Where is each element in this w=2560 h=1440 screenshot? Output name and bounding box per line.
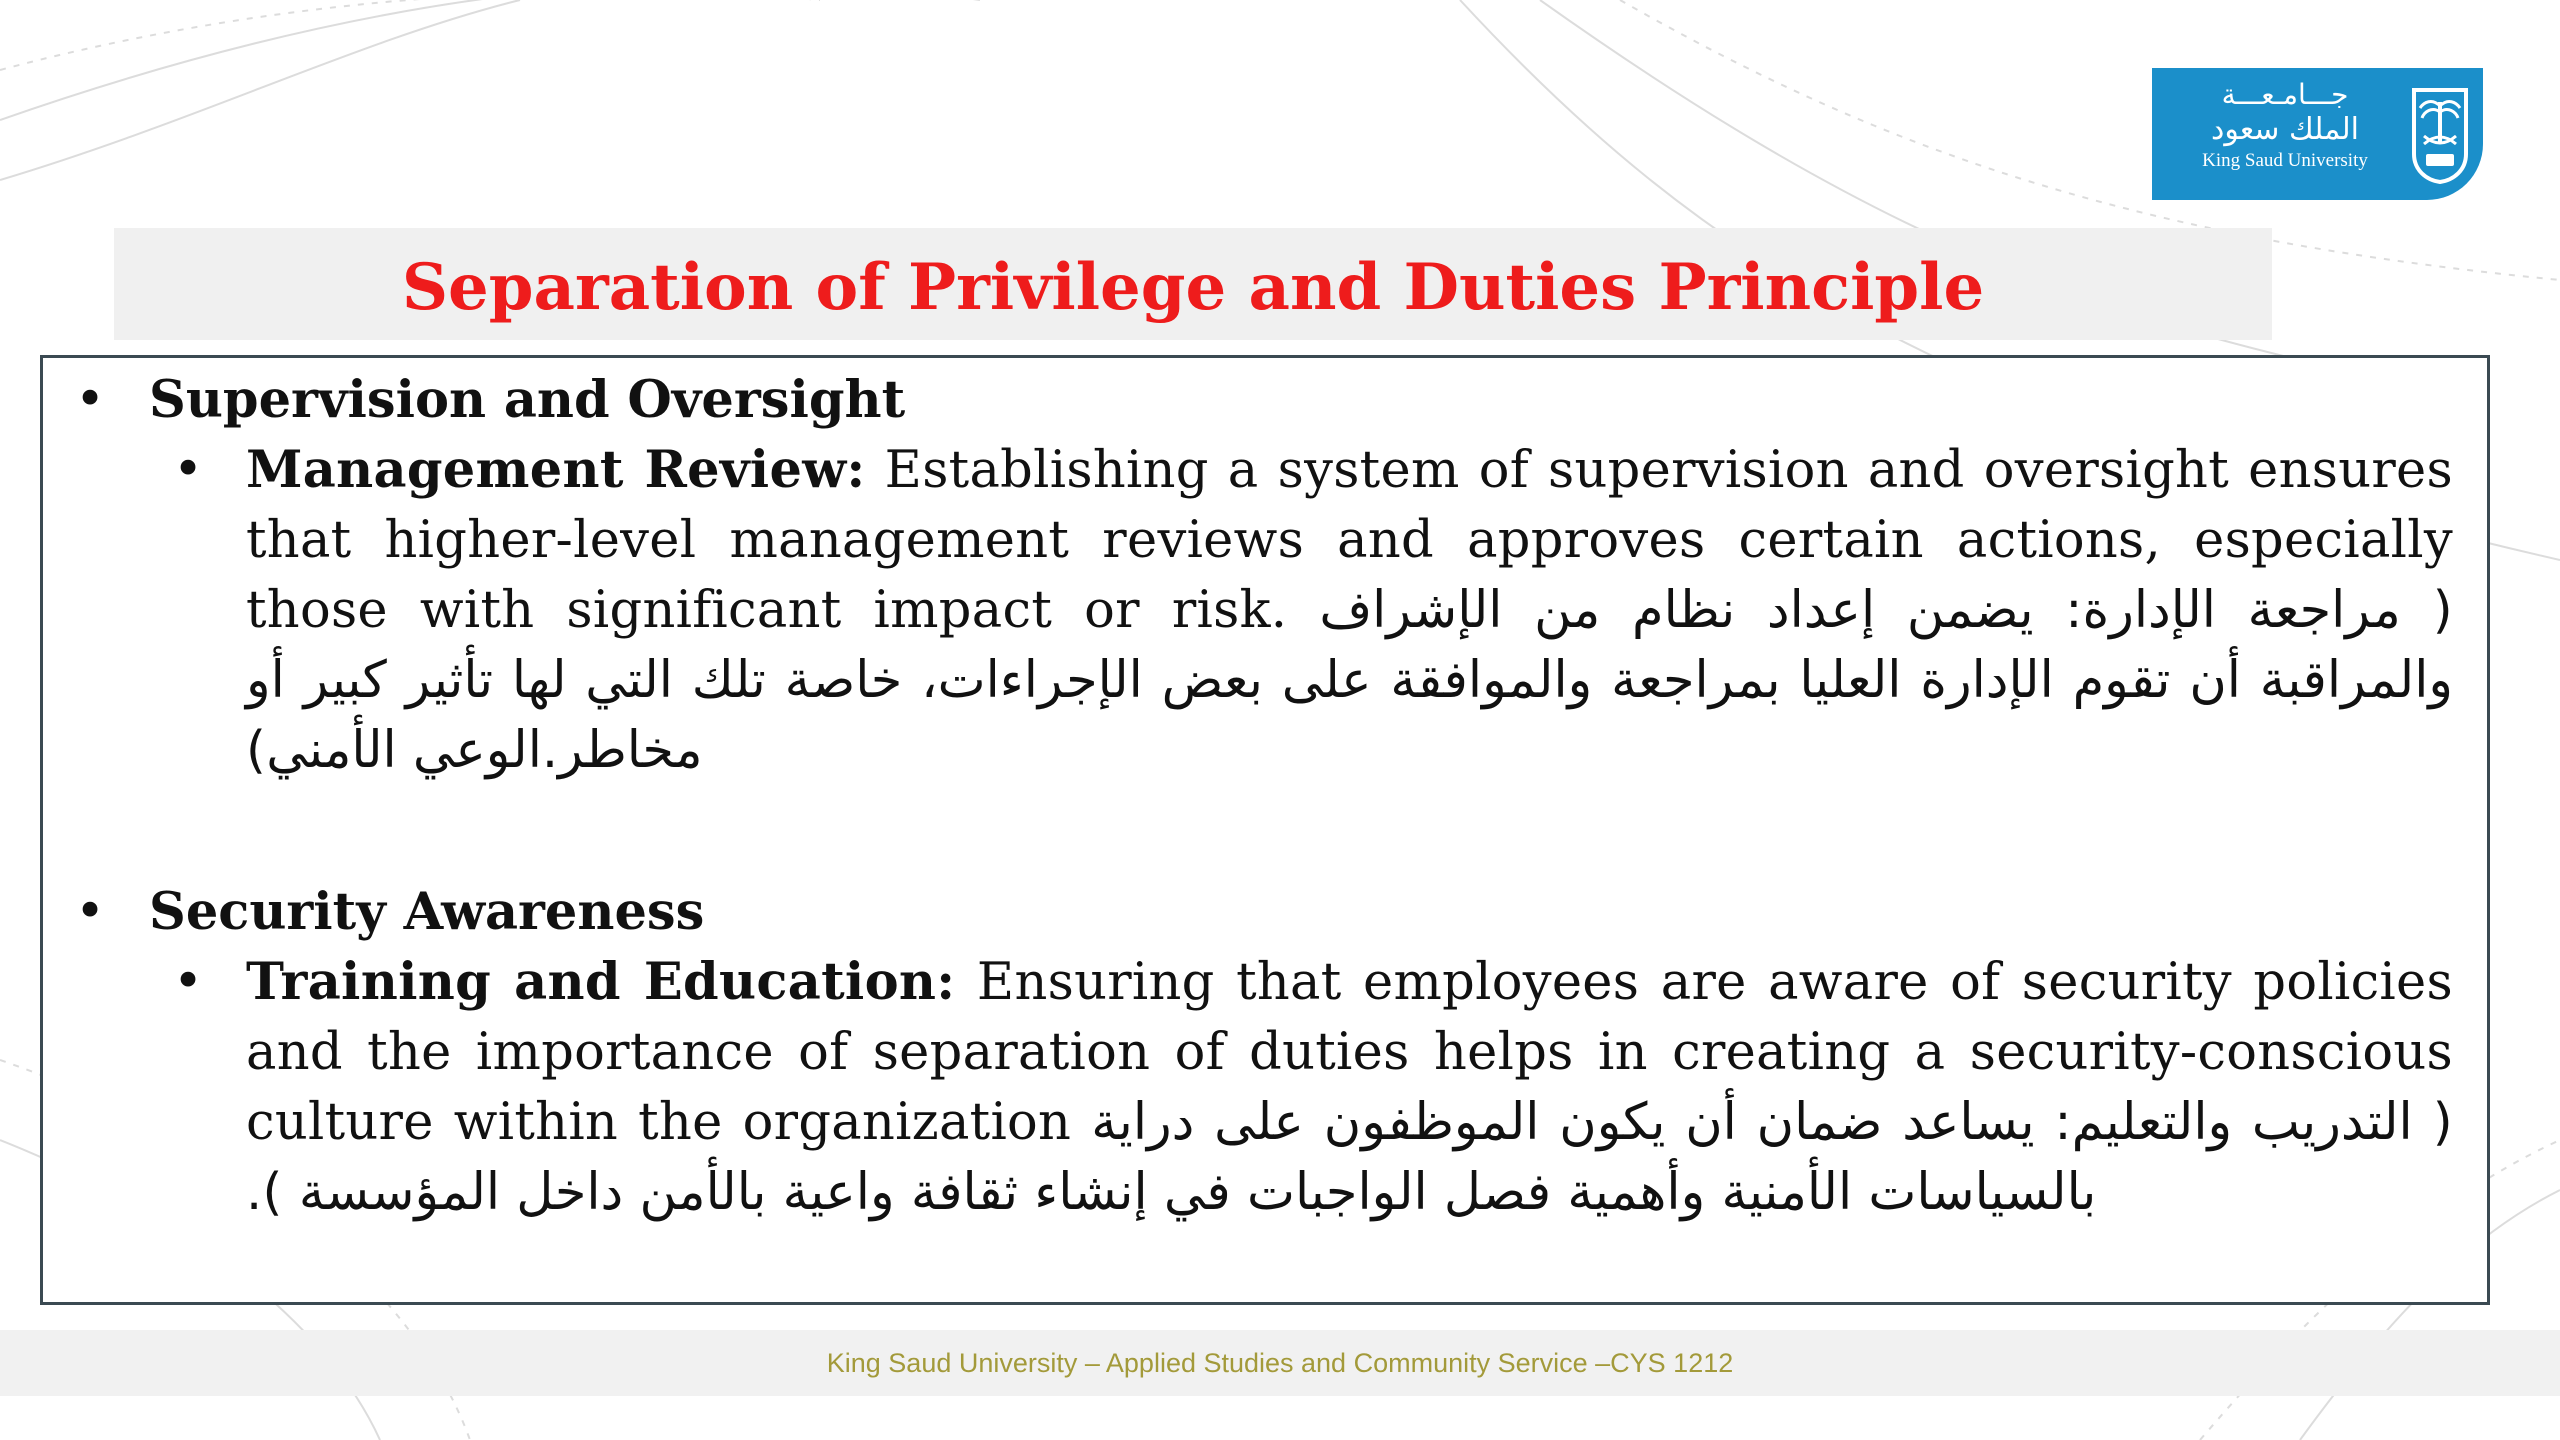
bullet-icon: • bbox=[173, 440, 204, 499]
slide-title: Separation of Privilege and Duties Principle bbox=[401, 250, 1985, 325]
section-heading bbox=[43, 880, 2487, 944]
item-term: Management Review: bbox=[246, 440, 866, 500]
item-term: Training and Education: bbox=[246, 952, 956, 1012]
item-text: Ensuring that employees are aware of security policies and the importance of separation of duties helps in creating a security-conscious culture within the organization bbox=[246, 953, 2453, 1152]
content-body bbox=[43, 358, 2487, 1228]
section-security-awareness bbox=[43, 880, 2487, 1228]
logo-arabic-line1: جـــامـعـــة bbox=[2221, 78, 2349, 111]
bullet-icon: • bbox=[75, 370, 106, 429]
bullet-icon: • bbox=[75, 882, 106, 941]
section-heading-text: Security Awareness bbox=[149, 882, 705, 942]
logo-arabic-line2: الملك سعود bbox=[2210, 112, 2360, 147]
section-heading bbox=[43, 368, 2487, 432]
footer-band bbox=[0, 1330, 2560, 1396]
section-spacer bbox=[43, 786, 2487, 870]
footer-text: King Saud University – Applied Studies and Community Service –CYS 1212 bbox=[826, 1348, 1734, 1378]
bullet-item-management-review bbox=[43, 435, 2487, 786]
logo-text bbox=[2170, 78, 2400, 190]
item-text: Establishing a system of supervision and oversight ensures that higher-level management reviews and approves certain actions, especially those with significant impact or risk. bbox=[246, 441, 2453, 640]
palm-swords-emblem-icon bbox=[2408, 84, 2472, 184]
bullet-item-training-education bbox=[43, 947, 2487, 1228]
item-arabic-text: ( التدريب والتعليم: يساعد ضمان أن يكون الموظفون على دراية بالسياسات الأمنية وأهمية فصل الواجبات في إنشاء ثقافة واعية بالأمن داخل المؤسسة ). bbox=[246, 1093, 2453, 1222]
content-box bbox=[40, 355, 2490, 1305]
university-logo bbox=[2152, 68, 2483, 200]
item-arabic-text: ( مراجعة الإدارة: يضمن إعداد نظام من الإشراف والمراقبة أن تقوم الإدارة العليا بمراجعة والموافقة على بعض الإجراءات، خاصة تلك التي لها تأثير كبير أو مخاطر.الوعي الأمني) bbox=[246, 581, 2453, 780]
title-band bbox=[114, 228, 2272, 340]
section-supervision bbox=[43, 368, 2487, 786]
logo-english: King Saud University bbox=[2202, 150, 2368, 171]
bullet-icon: • bbox=[173, 952, 204, 1011]
section-heading-text: Supervision and Oversight bbox=[149, 370, 906, 430]
